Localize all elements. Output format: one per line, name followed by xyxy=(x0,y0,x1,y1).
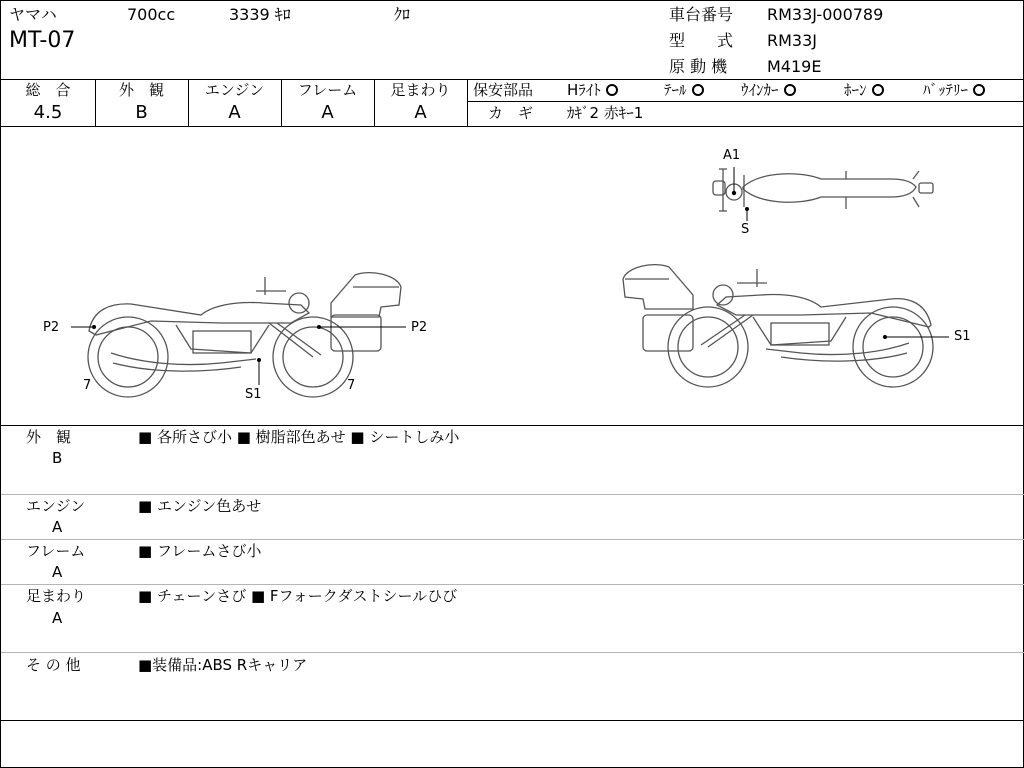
grade-engine-value: A xyxy=(228,102,241,123)
label-a1: A1 xyxy=(723,148,741,163)
remarks-top-border xyxy=(1,425,1024,426)
mileage: 3339 ｷﾛ xyxy=(229,5,291,24)
keys-value: ｶｷﾞ2 赤ｷｰ1 xyxy=(567,104,644,122)
engine-label: 原 動 機 xyxy=(669,57,728,76)
section-engine-label: エンジン xyxy=(26,497,86,515)
section-suspension-label: 足まわり xyxy=(26,587,87,605)
safety-item-label: ｳｲﾝｶｰ xyxy=(741,81,779,99)
section-divider xyxy=(1,584,1024,585)
maker: ヤマハ xyxy=(9,5,57,24)
safety-divider xyxy=(467,101,1024,102)
section-divider xyxy=(1,539,1024,540)
section-frame-notes: ■ フレームさび小 xyxy=(138,542,262,560)
safety-parts-title: 保安部品 xyxy=(473,81,534,99)
grade-frame-label: フレーム xyxy=(297,81,358,99)
label-s1-left: S1 xyxy=(245,387,262,402)
ok-circle-icon xyxy=(692,84,704,96)
frame-no: RM33J-000789 xyxy=(767,5,884,24)
section-engine-notes: ■ エンジン色あせ xyxy=(138,497,262,515)
color: ｸﾛ xyxy=(394,5,411,24)
motorcycle-top-view-icon xyxy=(713,169,933,211)
grade-frame-value: A xyxy=(321,102,334,123)
grade-exterior-label: 外 観 xyxy=(118,81,164,99)
section-frame-label: フレーム xyxy=(26,542,86,560)
safety-item-label: ﾃｰﾙ xyxy=(664,81,687,99)
label-7-right: 7 xyxy=(347,378,356,393)
label-7-left: 7 xyxy=(83,378,92,393)
label-p2-right: P2 xyxy=(411,320,428,335)
safety-item-horn xyxy=(844,83,884,98)
motorcycle-right-side-icon xyxy=(623,265,933,387)
safety-item-label: ﾊﾞｯﾃﾘｰ xyxy=(923,81,969,99)
engine-value: M419E xyxy=(767,57,822,76)
remarks-bottom-border xyxy=(1,720,1024,721)
damage-marker-a1 xyxy=(732,191,736,195)
safety-item-winker xyxy=(741,83,796,98)
section-suspension-grade: A xyxy=(52,609,63,627)
model-name: MT-07 xyxy=(9,28,76,53)
label-p2-left: P2 xyxy=(43,320,60,335)
safety-item-label: Hﾗｲﾄ xyxy=(567,81,601,99)
ok-circle-icon xyxy=(784,84,796,96)
ok-circle-icon xyxy=(973,84,985,96)
damage-marker-s1-right xyxy=(883,335,887,339)
section-engine-grade: A xyxy=(52,518,63,536)
section-frame-grade: A xyxy=(52,563,63,581)
section-divider xyxy=(1,652,1024,653)
section-exterior-label: 外 観 xyxy=(26,428,72,446)
damage-marker-s xyxy=(745,207,749,211)
section-exterior-notes: ■ 各所さび小 ■ 樹脂部色あせ ■ シートしみ小 xyxy=(138,428,460,446)
grade-exterior-value: B xyxy=(135,102,148,123)
section-other-notes: ■装備品:ABS Rキャリア xyxy=(138,656,308,674)
table-top-border xyxy=(1,79,1024,80)
section-suspension-notes: ■ チェーンさび ■ Fフォークダストシールひび xyxy=(138,587,458,605)
grade-overall-value: 4.5 xyxy=(33,102,63,123)
safety-item-headlight xyxy=(567,83,618,98)
damage-marker-s1-left xyxy=(257,358,261,362)
keys-label: カ ギ xyxy=(488,104,534,122)
label-s1-right: S1 xyxy=(954,329,971,344)
displacement: 700cc xyxy=(127,5,176,24)
section-divider xyxy=(1,494,1024,495)
motorcycle-damage-diagram xyxy=(1,127,1023,425)
grade-overall-label: 総 合 xyxy=(25,81,71,99)
grade-divider xyxy=(467,79,468,126)
safety-item-taillight xyxy=(664,83,704,98)
section-exterior-grade: B xyxy=(52,449,63,467)
damage-marker-p2-right xyxy=(317,325,321,329)
grade-suspension-value: A xyxy=(414,102,427,123)
ok-circle-icon xyxy=(606,84,618,96)
safety-item-battery xyxy=(923,83,985,98)
section-other-label: そ の 他 xyxy=(26,656,81,674)
frame-no-label: 車台番号 xyxy=(669,5,734,24)
grade-engine-label: エンジン xyxy=(204,81,265,99)
label-s: S xyxy=(741,222,750,237)
type-label: 型 式 xyxy=(669,31,734,50)
grade-suspension-label: 足まわり xyxy=(390,81,451,99)
ok-circle-icon xyxy=(872,84,884,96)
damage-marker-p2-left xyxy=(92,325,96,329)
type-value: RM33J xyxy=(767,31,817,50)
safety-item-label: ﾎｰﾝ xyxy=(844,81,867,99)
